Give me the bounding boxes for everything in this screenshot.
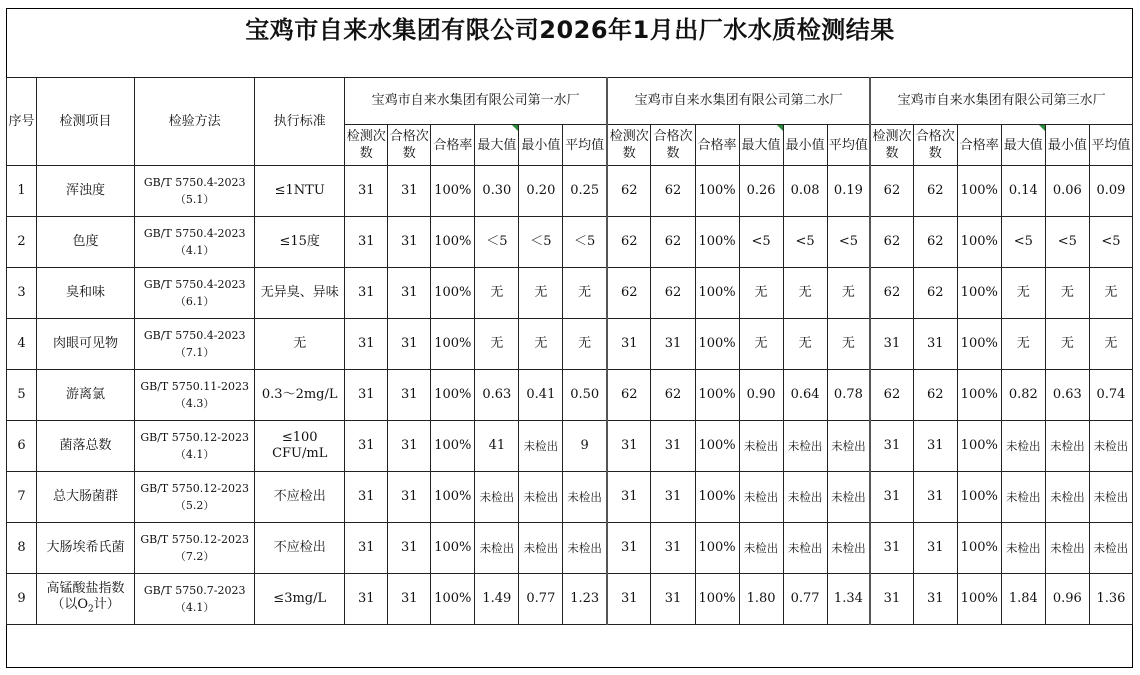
plant3-min-value: 0.63 xyxy=(1045,370,1089,421)
row-item-line2-sub: 2 xyxy=(88,604,94,615)
plant2-min-value: 无 xyxy=(783,268,827,319)
subheader-plant2-min: 最小值 xyxy=(783,125,827,166)
plant3-pass-value: 31 xyxy=(913,421,957,472)
row-item: 浑浊度 xyxy=(37,166,135,217)
header-seq: 序号 xyxy=(7,78,37,166)
plant2-count-value: 31 xyxy=(607,472,651,523)
plant3-rate-value: 100% xyxy=(957,574,1001,625)
plant3-min-value: 0.06 xyxy=(1045,166,1089,217)
row-method-clause: （4.1） xyxy=(174,244,215,257)
row-standard: 0.3～2mg/L xyxy=(255,370,345,421)
subheader-plant3-avg: 平均值 xyxy=(1089,125,1132,166)
plant3-pass-value: 62 xyxy=(913,217,957,268)
row-method xyxy=(135,217,255,268)
plant1-count-value: 31 xyxy=(345,421,388,472)
plant2-pass-value: 31 xyxy=(651,523,695,574)
row-item-line1: 高锰酸盐指数 xyxy=(46,580,125,596)
plant1-max-value: 无 xyxy=(475,268,519,319)
row-method xyxy=(135,523,255,574)
row-standard: 不应检出 xyxy=(255,472,345,523)
plant3-count-value: 62 xyxy=(870,217,913,268)
plant2-rate-value: 100% xyxy=(695,217,739,268)
plant3-count-value: 31 xyxy=(870,472,913,523)
plant2-pass-value: 31 xyxy=(651,421,695,472)
plant1-rate-value: 100% xyxy=(431,574,475,625)
subheader-plant3-count: 检测次数 xyxy=(870,125,913,166)
plant2-count-value: 31 xyxy=(607,574,651,625)
row-method xyxy=(135,268,255,319)
plant3-count-value: 62 xyxy=(870,370,913,421)
plant2-pass-value: 31 xyxy=(651,574,695,625)
row-method-code: GB/T 5750.4-2023 xyxy=(143,278,246,291)
plant2-min-value: <5 xyxy=(783,217,827,268)
plant2-count-value: 62 xyxy=(607,268,651,319)
plant3-count-value: 62 xyxy=(870,166,913,217)
plant1-pass-value: 31 xyxy=(388,268,431,319)
row-item-line2-b: 计） xyxy=(93,596,120,612)
plant1-count-value: 31 xyxy=(345,472,388,523)
plant3-pass-value: 31 xyxy=(913,319,957,370)
plant2-rate-value: 100% xyxy=(695,472,739,523)
subheader-plant2-max: 最大值 xyxy=(739,125,783,166)
plant1-min-value: 未检出 xyxy=(519,523,563,574)
plant2-min-value: 未检出 xyxy=(783,523,827,574)
plant2-max-value: 未检出 xyxy=(739,523,783,574)
plant2-avg-value: 未检出 xyxy=(827,472,870,523)
plant1-avg-value: 无 xyxy=(563,319,607,370)
plant3-avg-value: <5 xyxy=(1089,217,1132,268)
plant1-rate-value: 100% xyxy=(431,421,475,472)
plant3-avg-value: 未检出 xyxy=(1089,523,1132,574)
plant2-avg-value: 无 xyxy=(827,268,870,319)
plant3-rate-value: 100% xyxy=(957,166,1001,217)
header-standard: 执行标准 xyxy=(255,78,345,166)
subheader-plant3-rate: 合格率 xyxy=(957,125,1001,166)
plant3-avg-value: 0.74 xyxy=(1089,370,1132,421)
plant3-min-value: 无 xyxy=(1045,319,1089,370)
plant1-max-value: ＜5 xyxy=(475,217,519,268)
plant3-avg-value: 无 xyxy=(1089,319,1132,370)
row-method-clause: （4.1） xyxy=(174,601,215,614)
row-item: 大肠埃希氏菌 xyxy=(37,523,135,574)
subheader-plant3-max: 最大值 xyxy=(1001,125,1045,166)
row-item: 臭和味 xyxy=(37,268,135,319)
plant1-max-value: 0.30 xyxy=(475,166,519,217)
plant2-pass-value: 62 xyxy=(651,166,695,217)
row-method-code: GB/T 5750.4-2023 xyxy=(143,176,246,189)
plant1-min-value: 未检出 xyxy=(519,421,563,472)
plant2-count-value: 31 xyxy=(607,421,651,472)
table-row xyxy=(7,472,1133,523)
plant2-rate-value: 100% xyxy=(695,574,739,625)
plant1-max-value: 1.49 xyxy=(475,574,519,625)
row-method-code: GB/T 5750.4-2023 xyxy=(143,227,246,240)
header-plant-3: 宝鸡市自来水集团有限公司第三水厂 xyxy=(870,78,1132,125)
plant2-pass-value: 62 xyxy=(651,268,695,319)
plant1-rate-value: 100% xyxy=(431,319,475,370)
plant2-pass-value: 31 xyxy=(651,472,695,523)
plant2-count-value: 62 xyxy=(607,217,651,268)
plant1-pass-value: 31 xyxy=(388,472,431,523)
plant1-min-value: 无 xyxy=(519,319,563,370)
plant3-max-value: 未检出 xyxy=(1001,523,1045,574)
row-standard: 无异臭、异味 xyxy=(255,268,345,319)
header-plant-1: 宝鸡市自来水集团有限公司第一水厂 xyxy=(345,78,607,125)
plant1-min-value: ＜5 xyxy=(519,217,563,268)
plant2-rate-value: 100% xyxy=(695,421,739,472)
plant1-pass-value: 31 xyxy=(388,166,431,217)
plant1-count-value: 31 xyxy=(345,574,388,625)
header-method: 检验方法 xyxy=(135,78,255,166)
page-title: 宝鸡市自来水集团有限公司2026年1月出厂水水质检测结果 xyxy=(245,16,895,44)
plant1-rate-value: 100% xyxy=(431,370,475,421)
plant1-pass-value: 31 xyxy=(388,319,431,370)
plant2-rate-value: 100% xyxy=(695,166,739,217)
plant1-rate-value: 100% xyxy=(431,472,475,523)
plant2-max-value: <5 xyxy=(739,217,783,268)
row-item-line2 xyxy=(38,597,133,618)
plant3-pass-value: 62 xyxy=(913,370,957,421)
row-item xyxy=(37,574,135,625)
table-row xyxy=(7,268,1133,319)
row-number: 7 xyxy=(7,472,37,523)
row-method-clause: （4.3） xyxy=(174,397,215,410)
plant2-rate-value: 100% xyxy=(695,268,739,319)
plant3-max-value: 无 xyxy=(1001,319,1045,370)
plant3-min-value: 0.96 xyxy=(1045,574,1089,625)
plant2-min-value: 未检出 xyxy=(783,472,827,523)
row-number: 3 xyxy=(7,268,37,319)
plant1-min-value: 0.77 xyxy=(519,574,563,625)
plant1-max-value: 0.63 xyxy=(475,370,519,421)
plant2-avg-value: 0.19 xyxy=(827,166,870,217)
row-method xyxy=(135,370,255,421)
row-number: 2 xyxy=(7,217,37,268)
plant1-min-value: 未检出 xyxy=(519,472,563,523)
plant1-avg-value: 1.23 xyxy=(563,574,607,625)
row-standard: ≤1NTU xyxy=(255,166,345,217)
row-method xyxy=(135,166,255,217)
table-row xyxy=(7,166,1133,217)
row-item: 菌落总数 xyxy=(37,421,135,472)
plant1-avg-value: 0.25 xyxy=(563,166,607,217)
plant1-rate-value: 100% xyxy=(431,166,475,217)
plant2-pass-value: 62 xyxy=(651,370,695,421)
row-method xyxy=(135,421,255,472)
plant3-rate-value: 100% xyxy=(957,421,1001,472)
table-row xyxy=(7,421,1133,472)
subheader-plant2-avg: 平均值 xyxy=(827,125,870,166)
plant3-avg-value: 1.36 xyxy=(1089,574,1132,625)
plant1-count-value: 31 xyxy=(345,217,388,268)
row-item: 色度 xyxy=(37,217,135,268)
subheader-plant1-avg: 平均值 xyxy=(563,125,607,166)
row-method-code: GB/T 5750.4-2023 xyxy=(143,329,246,342)
plant3-avg-value: 未检出 xyxy=(1089,421,1132,472)
table-row xyxy=(7,523,1133,574)
plant2-count-value: 31 xyxy=(607,319,651,370)
plant3-count-value: 62 xyxy=(870,268,913,319)
plant2-count-value: 62 xyxy=(607,166,651,217)
plant2-avg-value: <5 xyxy=(827,217,870,268)
plant3-max-value: 未检出 xyxy=(1001,421,1045,472)
header-plant-2: 宝鸡市自来水集团有限公司第二水厂 xyxy=(607,78,870,125)
plant3-max-value: 0.14 xyxy=(1001,166,1045,217)
row-number: 9 xyxy=(7,574,37,625)
row-standard: 不应检出 xyxy=(255,523,345,574)
plant1-max-value: 无 xyxy=(475,319,519,370)
plant2-min-value: 0.08 xyxy=(783,166,827,217)
plant2-min-value: 0.77 xyxy=(783,574,827,625)
water-quality-table xyxy=(6,77,1133,625)
plant1-rate-value: 100% xyxy=(431,523,475,574)
subheader-plant1-min: 最小值 xyxy=(519,125,563,166)
row-method-clause: （5.1） xyxy=(174,193,215,206)
row-method-code: GB/T 5750.11-2023 xyxy=(140,380,249,393)
plant2-count-value: 31 xyxy=(607,523,651,574)
plant3-rate-value: 100% xyxy=(957,319,1001,370)
plant1-avg-value: 0.50 xyxy=(563,370,607,421)
row-method-clause: （6.1） xyxy=(174,295,215,308)
plant3-max-value: 0.82 xyxy=(1001,370,1045,421)
plant2-rate-value: 100% xyxy=(695,370,739,421)
plant2-min-value: 未检出 xyxy=(783,421,827,472)
plant1-rate-value: 100% xyxy=(431,217,475,268)
plant1-avg-value: 9 xyxy=(563,421,607,472)
row-number: 1 xyxy=(7,166,37,217)
plant1-count-value: 31 xyxy=(345,370,388,421)
plant3-count-value: 31 xyxy=(870,523,913,574)
plant1-pass-value: 31 xyxy=(388,370,431,421)
plant3-pass-value: 31 xyxy=(913,472,957,523)
row-standard: ≤15度 xyxy=(255,217,345,268)
plant2-min-value: 0.64 xyxy=(783,370,827,421)
plant1-count-value: 31 xyxy=(345,166,388,217)
plant2-max-value: 1.80 xyxy=(739,574,783,625)
plant1-max-value: 未检出 xyxy=(475,523,519,574)
plant3-max-value: 未检出 xyxy=(1001,472,1045,523)
plant1-avg-value: 无 xyxy=(563,268,607,319)
row-item: 总大肠菌群 xyxy=(37,472,135,523)
row-method-code: GB/T 5750.12-2023 xyxy=(140,431,249,444)
plant2-pass-value: 31 xyxy=(651,319,695,370)
subheader-plant2-rate: 合格率 xyxy=(695,125,739,166)
plant1-min-value: 0.20 xyxy=(519,166,563,217)
plant3-count-value: 31 xyxy=(870,574,913,625)
plant2-min-value: 无 xyxy=(783,319,827,370)
plant1-avg-value: 未检出 xyxy=(563,472,607,523)
row-number: 6 xyxy=(7,421,37,472)
plant3-max-value: 1.84 xyxy=(1001,574,1045,625)
row-method-clause: （7.1） xyxy=(174,346,215,359)
plant3-rate-value: 100% xyxy=(957,268,1001,319)
plant2-max-value: 未检出 xyxy=(739,472,783,523)
subheader-plant1-max: 最大值 xyxy=(475,125,519,166)
plant1-pass-value: 31 xyxy=(388,421,431,472)
plant1-pass-value: 31 xyxy=(388,574,431,625)
plant1-rate-value: 100% xyxy=(431,268,475,319)
plant3-min-value: <5 xyxy=(1045,217,1089,268)
row-standard: 无 xyxy=(255,319,345,370)
subheader-plant3-pass: 合格次数 xyxy=(913,125,957,166)
plant3-rate-value: 100% xyxy=(957,217,1001,268)
row-method xyxy=(135,574,255,625)
subheader-plant2-pass: 合格次数 xyxy=(651,125,695,166)
plant3-count-value: 31 xyxy=(870,319,913,370)
table-row xyxy=(7,574,1133,625)
plant1-max-value: 未检出 xyxy=(475,472,519,523)
plant2-rate-value: 100% xyxy=(695,319,739,370)
row-standard: ≤100 CFU/mL xyxy=(255,421,345,472)
plant2-max-value: 未检出 xyxy=(739,421,783,472)
row-number: 4 xyxy=(7,319,37,370)
table-row xyxy=(7,319,1133,370)
plant1-min-value: 0.41 xyxy=(519,370,563,421)
plant2-avg-value: 未检出 xyxy=(827,421,870,472)
plant2-max-value: 无 xyxy=(739,319,783,370)
plant3-pass-value: 62 xyxy=(913,166,957,217)
plant3-avg-value: 0.09 xyxy=(1089,166,1132,217)
row-method-clause: （7.2） xyxy=(174,550,215,563)
plant2-avg-value: 0.78 xyxy=(827,370,870,421)
plant1-avg-value: ＜5 xyxy=(563,217,607,268)
row-standard: ≤3mg/L xyxy=(255,574,345,625)
plant1-min-value: 无 xyxy=(519,268,563,319)
plant1-count-value: 31 xyxy=(345,319,388,370)
plant3-max-value: <5 xyxy=(1001,217,1045,268)
plant3-min-value: 无 xyxy=(1045,268,1089,319)
row-item: 游离氯 xyxy=(37,370,135,421)
plant3-avg-value: 无 xyxy=(1089,268,1132,319)
row-number: 5 xyxy=(7,370,37,421)
row-method-clause: （5.2） xyxy=(174,499,215,512)
subheader-plant1-count: 检测次数 xyxy=(345,125,388,166)
plant2-pass-value: 62 xyxy=(651,217,695,268)
row-method-code: GB/T 5750.12-2023 xyxy=(140,533,249,546)
plant2-max-value: 无 xyxy=(739,268,783,319)
plant3-rate-value: 100% xyxy=(957,523,1001,574)
plant3-pass-value: 62 xyxy=(913,268,957,319)
plant1-avg-value: 未检出 xyxy=(563,523,607,574)
plant2-avg-value: 无 xyxy=(827,319,870,370)
subheader-plant3-min: 最小值 xyxy=(1045,125,1089,166)
header-item: 检测项目 xyxy=(37,78,135,166)
plant3-min-value: 未检出 xyxy=(1045,472,1089,523)
plant3-rate-value: 100% xyxy=(957,370,1001,421)
subheader-plant1-rate: 合格率 xyxy=(431,125,475,166)
plant3-count-value: 31 xyxy=(870,421,913,472)
plant3-min-value: 未检出 xyxy=(1045,523,1089,574)
row-method-code: GB/T 5750.7-2023 xyxy=(143,584,246,597)
plant1-count-value: 31 xyxy=(345,268,388,319)
plant2-count-value: 62 xyxy=(607,370,651,421)
row-item: 肉眼可见物 xyxy=(37,319,135,370)
plant1-pass-value: 31 xyxy=(388,217,431,268)
subheader-plant2-count: 检测次数 xyxy=(607,125,651,166)
plant3-min-value: 未检出 xyxy=(1045,421,1089,472)
row-method-code: GB/T 5750.12-2023 xyxy=(140,482,249,495)
plant1-count-value: 31 xyxy=(345,523,388,574)
row-method xyxy=(135,319,255,370)
row-item-line2-a: （以O xyxy=(51,596,89,612)
plant3-pass-value: 31 xyxy=(913,574,957,625)
plant2-rate-value: 100% xyxy=(695,523,739,574)
table-row xyxy=(7,370,1133,421)
plant3-avg-value: 未检出 xyxy=(1089,472,1132,523)
plant3-rate-value: 100% xyxy=(957,472,1001,523)
plant3-pass-value: 31 xyxy=(913,523,957,574)
plant3-max-value: 无 xyxy=(1001,268,1045,319)
plant2-avg-value: 1.34 xyxy=(827,574,870,625)
plant2-max-value: 0.26 xyxy=(739,166,783,217)
table-row xyxy=(7,217,1133,268)
plant1-pass-value: 31 xyxy=(388,523,431,574)
plant2-max-value: 0.90 xyxy=(739,370,783,421)
plant1-max-value: 41 xyxy=(475,421,519,472)
row-method-clause: （4.1） xyxy=(174,448,215,461)
row-method xyxy=(135,472,255,523)
plant2-avg-value: 未检出 xyxy=(827,523,870,574)
subheader-plant1-pass: 合格次数 xyxy=(388,125,431,166)
row-number: 8 xyxy=(7,523,37,574)
